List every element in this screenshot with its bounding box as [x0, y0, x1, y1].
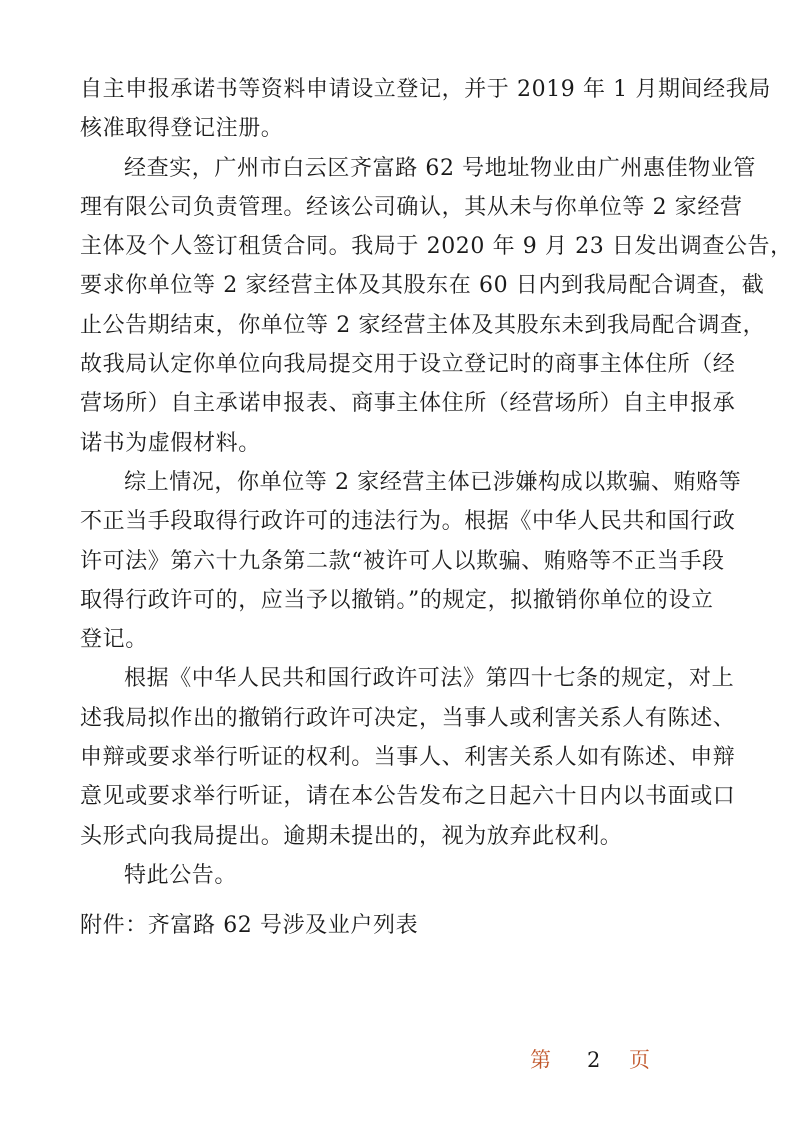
closing-line: 特此公告。 — [124, 862, 238, 888]
page-number-prefix: 第 — [530, 1048, 551, 1072]
text-line: 意见或要求举行听证，请在本公告发布之日起六十日内以书面或口 — [80, 784, 736, 810]
text-line: 头形式向我局提出。逾期未提出的，视为放弃此权利。 — [80, 823, 623, 849]
attachment-note: 附件：齐富路 62 号涉及业户列表 — [80, 913, 419, 938]
text-line: 故我局认定你单位向我局提交用于设立登记时的商事主体住所（经 — [80, 352, 736, 378]
text-line: 述我局拟作出的撤销行政许可决定，当事人或利害关系人有陈述、 — [80, 705, 736, 731]
text-line: 营场所）自主承诺申报表、商事主体住所（经营场所）自主申报承 — [80, 391, 736, 417]
text-line: 登记。 — [80, 627, 148, 653]
text-line: 要求你单位等 2 家经营主体及其股东在 60 日内到我局配合调查，截 — [80, 273, 765, 299]
text-line: 主体及个人签订租赁合同。我局于 2020 年 9 月 23 日发出调查公告， — [80, 234, 793, 260]
text-line: 许可法》第六十九条第二款“被许可人以欺骗、贿赂等不正当手段 — [80, 548, 725, 574]
page-number-value: 2 — [587, 1048, 601, 1072]
notice-body — [80, 70, 793, 895]
text-line: 申辩或要求举行听证的权利。当事人、利害关系人如有陈述、申辩 — [80, 745, 736, 771]
text-line: 理有限公司负责管理。经该公司确认，其从未与你单位等 2 家经营 — [80, 194, 743, 220]
page-number-suffix: 页 — [629, 1048, 650, 1072]
text-line: 不正当手段取得行政许可的违法行为。根据《中华人民共和国行政 — [80, 509, 736, 535]
paragraph-start-line: 经查实，广州市白云区齐富路 62 号地址物业由广州惠佳物业管 — [124, 155, 756, 181]
paragraph-start-line: 综上情况，你单位等 2 家经营主体已涉嫌构成以欺骗、贿赂等 — [124, 469, 742, 495]
text-line: 核准取得登记注册。 — [80, 116, 284, 142]
text-line: 取得行政许可的，应当予以撤销。”的规定，拟撤销你单位的设立 — [80, 587, 714, 613]
text-line: 止公告期结束，你单位等 2 家经营主体及其股东未到我局配合调查， — [80, 312, 766, 338]
text-line: 自主申报承诺书等资料申请设立登记，并于 2019 年 1 月期间经我局 — [80, 77, 771, 102]
paragraph-start-line: 根据《中华人民共和国行政许可法》第四十七条的规定，对上 — [124, 666, 735, 692]
text-line: 诺书为虚假材料。 — [80, 430, 261, 456]
